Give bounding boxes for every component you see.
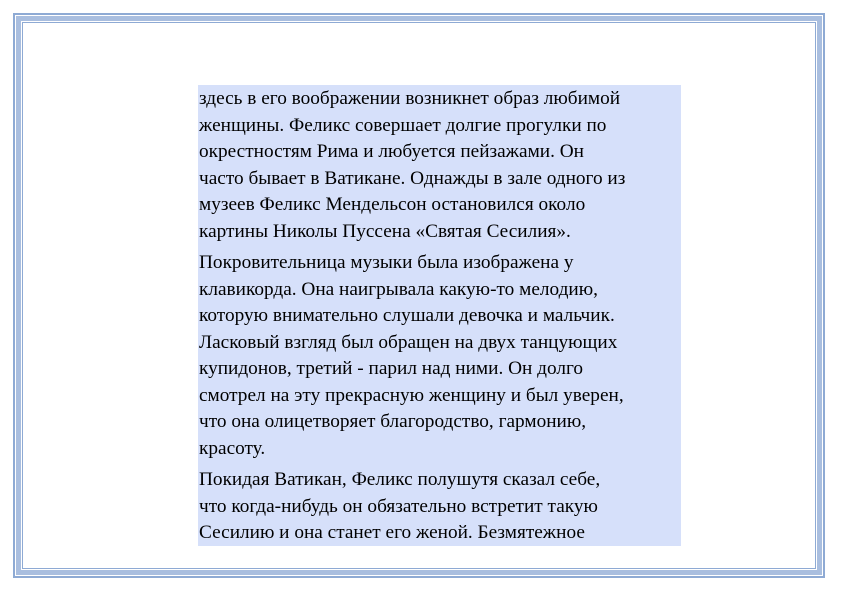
paragraph-3: Покидая Ватикан, Феликс полушутя сказал себе, что когда-нибудь он обязательно встретит такую Сесилию и она станет его женой. Безмятежное [199,469,601,543]
paragraph-2: Покровительница музыки была изображена у клавикорда. Она наигрывала какую-то мелодию, которую внимательно слушали девочка и мальчик. Ласковый взгляд был обращен на двух танцующих купидонов, третий - парил над ними. Он долго смотрел на эту прекрасную женщину и был уверен, что она олицетворяет благородство, гармонию, красоту. [199,252,624,459]
text-block [198,85,681,546]
paragraph-1: здесь в его воображении возникнет образ любимой женщины. Феликс совершает долгие прогулки по окрестностям Рима и любуется пейзажами. Он часто бывает в Ватикане. Однажды в зале одного из музеев Феликс Мендельсон остановился около картины Николы Пуссена «Святая Сесилия». [199,88,626,242]
